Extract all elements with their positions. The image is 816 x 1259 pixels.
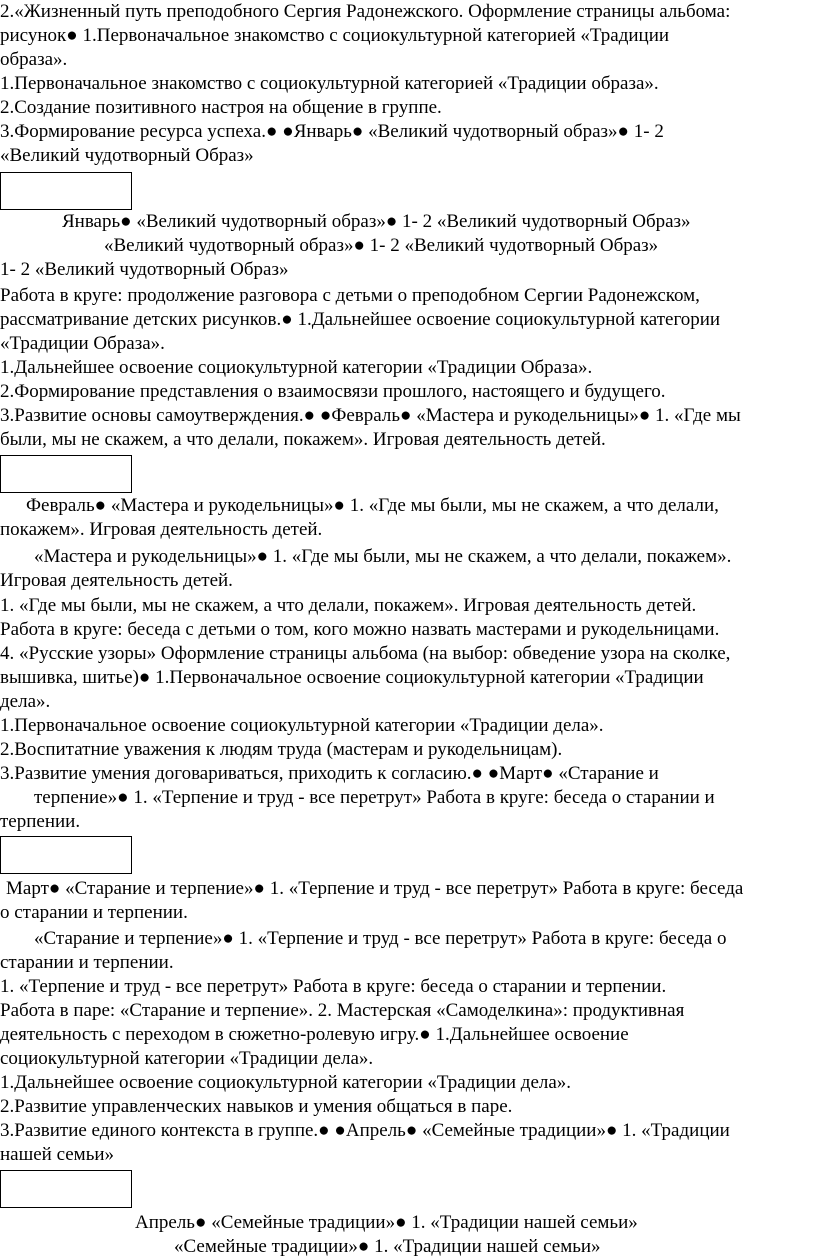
text-line: вышивка, шитье)● 1.Первоначальное освоение социокультурной категории «Традиции — [0, 667, 704, 688]
text-line: 2.Развитие управленческих навыков и умения общаться в паре. — [0, 1096, 513, 1117]
text-line: старании и терпении. — [0, 952, 174, 973]
text-line: 2.«Жизненный путь преподобного Сергия Радонежского. Оформление страницы альбома: — [0, 1, 731, 22]
text-line: покажем». Игровая деятельность детей. — [0, 519, 323, 540]
text-line: о старании и терпении. — [0, 902, 188, 923]
text-line: терпении. — [0, 811, 81, 832]
text-line: 2.Формирование представления о взаимосвязи прошлого, настоящего и будущего. — [0, 381, 666, 402]
text-line: 1. «Терпение и труд - все перетрут» Работа в круге: беседа о старании и терпении. — [0, 976, 667, 997]
text-line: 2.Воспитатние уважения к людям труда (мастерам и рукодельницам). — [0, 739, 563, 760]
text-line: «Великий чудотворный Образ» — [0, 145, 254, 166]
text-line: «Великий чудотворный образ»● 1- 2 «Великий чудотворный Образ» — [104, 235, 659, 256]
text-line: Работа в круге: продолжение разговора с детьми о преподобном Сергии Радонежском, — [0, 285, 700, 306]
text-line: дела». — [0, 691, 51, 712]
text-line: «Традиции Образа». — [0, 333, 165, 354]
text-line: Февраль● «Мастера и рукодельницы»● 1. «Где мы были, мы не скажем, а что делали, — [26, 495, 719, 516]
text-line: 1- 2 «Великий чудотворный Образ» — [0, 259, 289, 280]
text-line: 3.Развитие единого контекста в группе.● ●Апрель● «Семейные традиции»● 1. «Традиции — [0, 1120, 730, 1141]
text-line: 4. «Русские узоры» Оформление страницы альбома (на выбор: обведение узора на сколке, — [0, 643, 731, 664]
text-line: рассматривание детских рисунков.● 1.Дальнейшее освоение социокультурной категории — [0, 309, 721, 330]
text-line: 1.Первоначальное знакомство с социокультурной категорией «Традиции образа». — [0, 73, 659, 94]
image-placeholder — [0, 1170, 132, 1208]
text-line: «Мастера и рукодельницы»● 1. «Где мы были, мы не скажем, а что делали, покажем». — [34, 546, 732, 567]
text-line: 1.Первоначальное освоение социокультурной категории «Традиции дела». — [0, 715, 604, 736]
text-line: Апрель● «Семейные традиции»● 1. «Традиции нашей семьи» — [135, 1212, 638, 1233]
text-line: 3.Развитие основы самоутверждения.● ●Февраль● «Мастера и рукодельницы»● 1. «Где мы — [0, 405, 741, 426]
text-line: образа». — [0, 49, 68, 70]
text-line: Работа в паре: «Старание и терпение». 2. Мастерская «Самоделкина»: продуктивная — [0, 1000, 685, 1021]
text-line: Март● «Старание и терпение»● 1. «Терпение и труд - все перетрут» Работа в круге: беседа — [6, 878, 744, 899]
text-line: Работа в круге: беседа с детьми о том, кого можно назвать мастерами и рукодельницами. — [0, 619, 720, 640]
text-line: «Семейные традиции»● 1. «Традиции нашей семьи» — [174, 1236, 601, 1257]
image-placeholder — [0, 172, 132, 210]
text-line: рисунок● 1.Первоначальное знакомство с социокультурной категорией «Традиции — [0, 25, 670, 46]
text-line: терпение»● 1. «Терпение и труд - все перетрут» Работа в круге: беседа о старании и — [34, 787, 715, 808]
text-line: деятельность с переходом в сюжетно-ролевую игру.● 1.Дальнейшее освоение — [0, 1024, 629, 1045]
text-line: социокультурной категории «Традиции дела». — [0, 1048, 374, 1069]
text-line: 3.Развитие умения договариваться, приходить к согласию.● ●Март● «Старание и — [0, 763, 659, 784]
text-line: 3.Формирование ресурса успеха.● ●Январь● «Великий чудотворный образ»● 1- 2 — [0, 121, 664, 142]
text-line: нашей семьи» — [0, 1144, 115, 1165]
text-line: 2.Создание позитивного настроя на общение в группе. — [0, 97, 442, 118]
text-line: 1. «Где мы были, мы не скажем, а что делали, покажем». Игровая деятельность детей. — [0, 595, 697, 616]
text-line: Январь● «Великий чудотворный образ»● 1- 2 «Великий чудотворный Образ» — [62, 211, 691, 232]
text-line: 1.Дальнейшее освоение социокультурной категории «Традиции дела». — [0, 1072, 572, 1093]
text-line: «Старание и терпение»● 1. «Терпение и труд - все перетрут» Работа в круге: беседа о — [34, 928, 727, 949]
image-placeholder — [0, 455, 132, 493]
text-line: Игровая деятельность детей. — [0, 570, 233, 591]
text-line: были, мы не скажем, а что делали, покажем». Игровая деятельность детей. — [0, 429, 606, 450]
image-placeholder — [0, 836, 132, 874]
text-line: 1.Дальнейшее освоение социокультурной категории «Традиции Образа». — [0, 357, 593, 378]
